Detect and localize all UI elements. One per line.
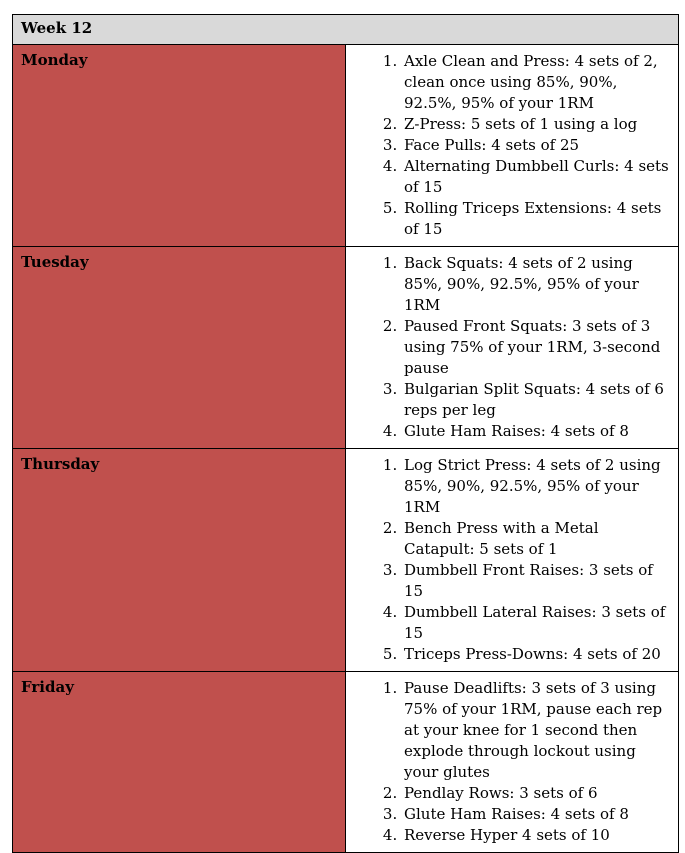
exercise-item: 1. Back Squats: 4 sets of 2 using 85%, 90%, 92.5%, 95% of your 1RM <box>402 253 670 316</box>
exercise-item: 4. Reverse Hyper 4 sets of 10 <box>402 825 670 846</box>
day-row <box>13 247 679 449</box>
exercise-item: 1. Pause Deadlifts: 3 sets of 3 using 75% of your 1RM, pause each rep at your knee for 1 second then explode through lockout using your glutes <box>402 678 670 783</box>
exercise-item: 2. Pendlay Rows: 3 sets of 6 <box>402 783 670 804</box>
exercise-list <box>346 455 670 665</box>
workout-table <box>12 14 679 853</box>
exercise-cell <box>346 672 679 853</box>
exercise-item: 3. Face Pulls: 4 sets of 25 <box>402 135 670 156</box>
week-title: Week 12 <box>13 15 679 45</box>
exercise-list <box>346 678 670 846</box>
exercise-cell <box>346 449 679 672</box>
exercise-item: 5. Rolling Triceps Extensions: 4 sets of 15 <box>402 198 670 240</box>
exercise-item: 4. Dumbbell Lateral Raises: 3 sets of 15 <box>402 602 670 644</box>
exercise-item: 2. Z-Press: 5 sets of 1 using a log <box>402 114 670 135</box>
exercise-item: 5. Triceps Press-Downs: 4 sets of 20 <box>402 644 670 665</box>
day-label: Thursday <box>13 449 346 672</box>
exercise-cell <box>346 45 679 247</box>
exercise-item: 2. Bench Press with a Metal Catapult: 5 sets of 1 <box>402 518 670 560</box>
day-row <box>13 449 679 672</box>
exercise-list <box>346 51 670 240</box>
exercise-item: 4. Glute Ham Raises: 4 sets of 8 <box>402 421 670 442</box>
day-label: Monday <box>13 45 346 247</box>
exercise-cell <box>346 247 679 449</box>
exercise-item: 3. Glute Ham Raises: 4 sets of 8 <box>402 804 670 825</box>
exercise-item: 1. Axle Clean and Press: 4 sets of 2, clean once using 85%, 90%, 92.5%, 95% of your 1RM <box>402 51 670 114</box>
day-label: Tuesday <box>13 247 346 449</box>
exercise-item: 1. Log Strict Press: 4 sets of 2 using 85%, 90%, 92.5%, 95% of your 1RM <box>402 455 670 518</box>
day-row <box>13 672 679 853</box>
day-label: Friday <box>13 672 346 853</box>
header-row <box>13 15 679 45</box>
exercise-item: 4. Alternating Dumbbell Curls: 4 sets of 15 <box>402 156 670 198</box>
exercise-item: 3. Dumbbell Front Raises: 3 sets of 15 <box>402 560 670 602</box>
day-row <box>13 45 679 247</box>
exercise-list <box>346 253 670 442</box>
exercise-item: 3. Bulgarian Split Squats: 4 sets of 6 reps per leg <box>402 379 670 421</box>
exercise-item: 2. Paused Front Squats: 3 sets of 3 using 75% of your 1RM, 3-second pause <box>402 316 670 379</box>
